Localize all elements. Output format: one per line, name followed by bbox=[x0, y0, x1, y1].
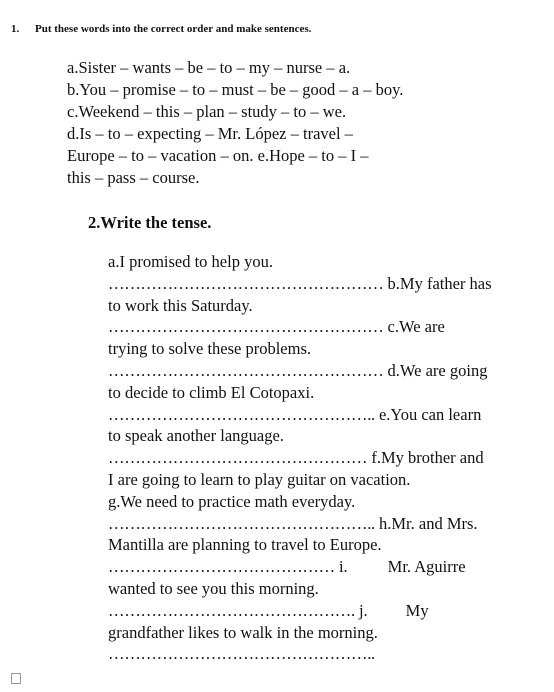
exercise-text: h.Mr. and Mrs. bbox=[374, 513, 478, 533]
exercise-text: to decide to climb El Cotopaxi. bbox=[108, 382, 315, 402]
exercise-text: trying to solve these problems. bbox=[108, 339, 312, 359]
sentence-line: d.Is – to – expecting – Mr. López – travel – bbox=[67, 124, 353, 143]
answer-blank: …………………………………………… bbox=[108, 360, 384, 380]
answer-blank: …………………………………………… bbox=[108, 273, 384, 293]
exercise-line bbox=[108, 360, 548, 382]
exercise-text: d.We are going bbox=[383, 360, 488, 380]
sentence-line: c.Weekend – this – plan – study – to – we. bbox=[67, 102, 347, 121]
answer-blank: ………………………………………… bbox=[108, 448, 368, 468]
exercise-line bbox=[108, 338, 548, 360]
exercise-text: f.My brother and bbox=[367, 448, 484, 468]
exercise-text: e.You can learn bbox=[374, 404, 482, 424]
exercise-text: a.I promised to help you. bbox=[108, 252, 273, 271]
exercise-line bbox=[108, 534, 548, 556]
exercise-line bbox=[108, 273, 548, 295]
sentence-line: a.Sister – wants – be – to – my – nurse – a. bbox=[67, 58, 351, 77]
sentence-line: Europe – to – vacation – on. e.Hope – to – I – bbox=[67, 146, 369, 165]
answer-blank: …………………………………………… bbox=[108, 317, 384, 337]
exercise-line bbox=[108, 600, 548, 622]
exercise-line bbox=[108, 404, 548, 426]
answer-blank: …………………………………… bbox=[108, 557, 335, 577]
exercise-text: Mr. Aguirre bbox=[387, 557, 466, 577]
exercise-text: wanted to see you this morning. bbox=[108, 578, 319, 598]
section1-heading bbox=[11, 23, 311, 35]
exercise-line bbox=[108, 316, 548, 338]
section1-title: Put these words into the correct order and make sentences. bbox=[35, 23, 312, 35]
exercise-text: b.My father has bbox=[383, 273, 492, 293]
exercise-text: c.We are bbox=[383, 317, 445, 337]
exercise-text: g.We need to practice math everyday. bbox=[108, 491, 356, 511]
exercise-text: Mantilla are planning to travel to Europe. bbox=[108, 535, 382, 555]
exercise-line bbox=[108, 425, 548, 447]
section1-number: 1. bbox=[11, 23, 20, 35]
exercise-text: to speak another language. bbox=[108, 426, 284, 446]
exercise-line bbox=[108, 578, 548, 600]
sentence-line: b.You – promise – to – must – be – good – a – boy. bbox=[67, 80, 404, 99]
item-marker: i. bbox=[334, 557, 348, 577]
exercise-line bbox=[108, 469, 548, 491]
exercise-line bbox=[108, 251, 548, 273]
exercise-line bbox=[108, 556, 548, 578]
exercise-line bbox=[108, 643, 548, 665]
section1-sentences bbox=[67, 57, 487, 189]
exercise-text: grandfather likes to walk in the morning. bbox=[108, 622, 378, 642]
checkbox-placeholder-icon bbox=[11, 673, 21, 684]
exercise-line bbox=[108, 382, 548, 404]
exercise-line bbox=[108, 447, 548, 469]
sentence-line: this – pass – course. bbox=[67, 168, 200, 187]
answer-blank: ………………………………………….. bbox=[108, 644, 375, 664]
exercise-text: I are going to learn to play guitar on vacation. bbox=[108, 469, 411, 489]
section2-exercise bbox=[108, 251, 548, 665]
exercise-line bbox=[108, 295, 548, 317]
answer-blank: ………………………………………….. bbox=[108, 404, 375, 424]
section2-title: 2.Write the tense. bbox=[88, 213, 212, 232]
exercise-text: My bbox=[405, 600, 429, 620]
answer-blank: ………………………………………….. bbox=[108, 513, 375, 533]
exercise-text: to work this Saturday. bbox=[108, 295, 253, 315]
exercise-line bbox=[108, 622, 548, 644]
answer-blank: ………………………………………. bbox=[108, 600, 355, 620]
item-marker: j. bbox=[354, 600, 368, 620]
exercise-line bbox=[108, 513, 548, 535]
exercise-line bbox=[108, 491, 548, 513]
